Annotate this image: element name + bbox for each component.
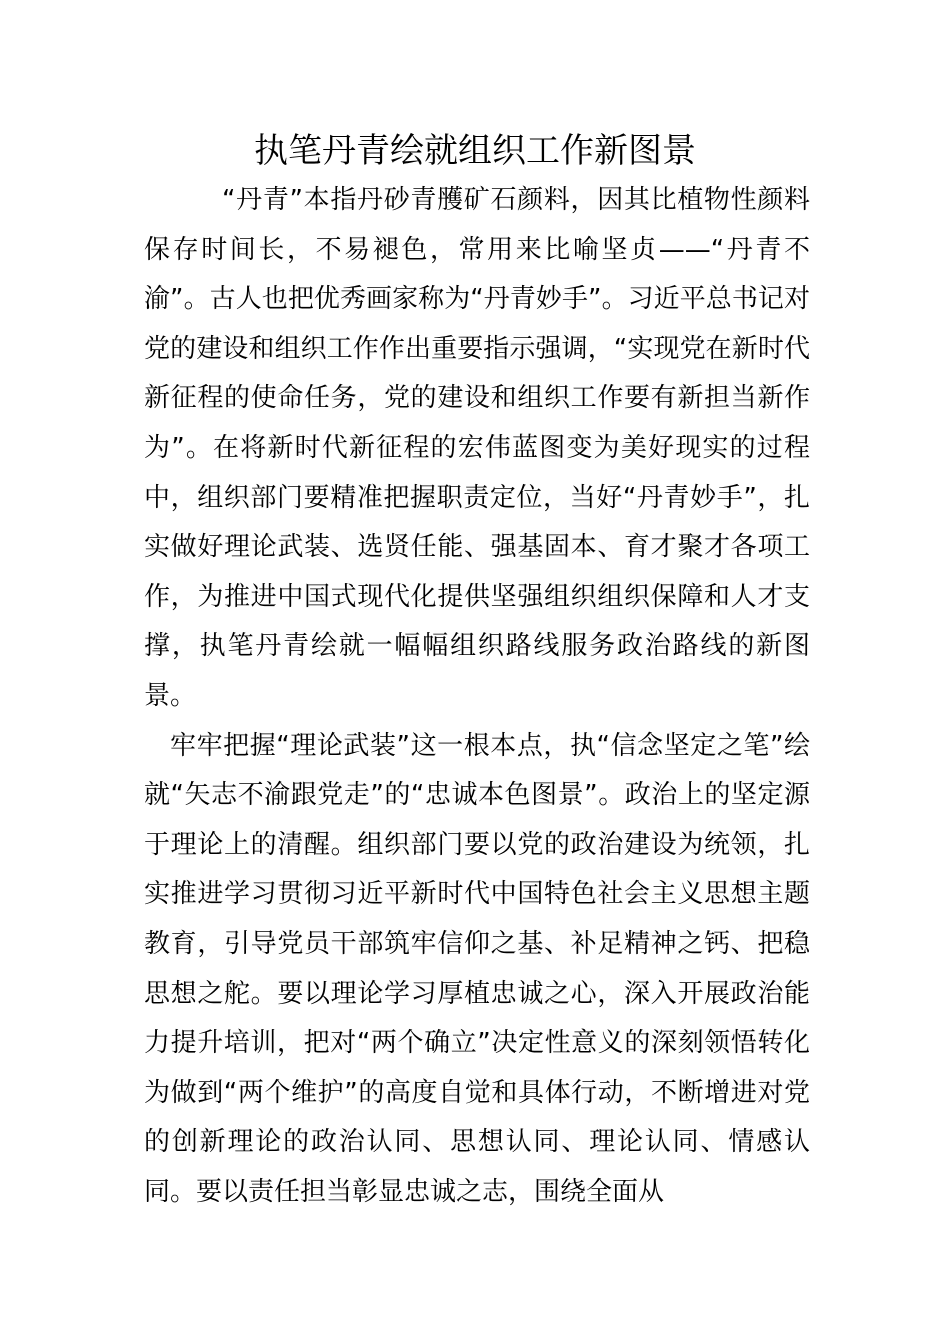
paragraph-intro: “丹青”本指丹砂青雘矿石颜料，因其比植物性颜料保存时间长，不易褪色，常用来比喻坚贞——“丹青不渝”。古人也把优秀画家称为“丹青妙手”。习近平总书记对党的建设和组织工作作出重要指示强调，“实现党在新时代新征程的使命任务，党的建设和组织工作要有新担当新作为”。在将新时代新征程的宏伟蓝图变为美好现实的过程中，组织部门要精准把握职责定位，当好“丹青妙手”，扎实做好理论武装、选贤任能、强基固本、育才聚才各项工作，为推进中国式现代化提供坚强组织组织保障和人才支撑，执笔丹青绘就一幅幅组织路线服务政治路线的新图景。 [144,185,810,711]
paragraph-theory: 牢牢把握“理论武装”这一根本点，执“信念坚定之笔”绘就“矢志不渝跟党走”的“忠诚本色图景”。政治上的坚定源于理论上的清醒。组织部门要以党的政治建设为统领，扎实推进学习贯彻习近平新时代中国特色社会主义思想主题教育，引导党员干部筑牢信仰之基、补足精神之钙、把稳思想之舵。要以理论学习厚植忠诚之心，深入开展政治能力提升培训，把对“两个确立”决定性意义的深刻领悟转化为做到“两个维护”的高度自觉和具体行动，不断增进对党的创新理论的政治认同、思想认同、理论认同、情感认同。要以责任担当彰显忠诚之志，围绕全面从 [144,730,810,1207]
document-title: 执笔丹青绘就组织工作新图景 [254,131,696,171]
document-body [144,176,810,1217]
